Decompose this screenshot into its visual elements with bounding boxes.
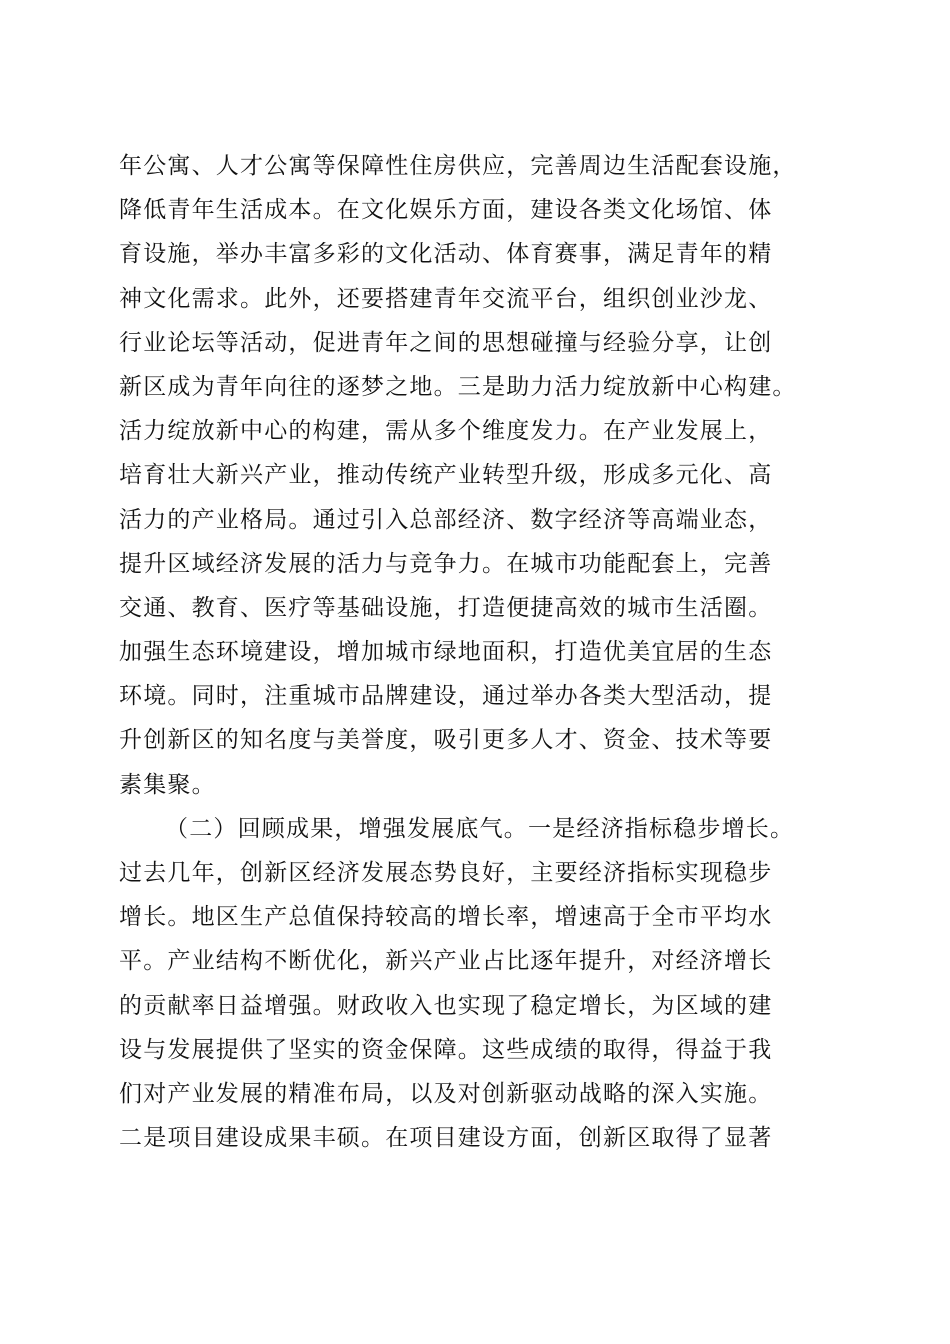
text-line: 活力绽放新中心的构建，需从多个维度发力。在产业发展上， xyxy=(119,418,773,445)
text-line: 交通、教育、医疗等基础设施，打造便捷高效的城市生活圈。 xyxy=(119,594,773,621)
text-line: 提升区域经济发展的活力与竞争力。在城市功能配套上，完善 xyxy=(119,550,773,577)
text-line: 设与发展提供了坚实的资金保障。这些成绩的取得，得益于我 xyxy=(119,1036,773,1063)
text-line: 年公寓、人才公寓等保障性住房供应，完善周边生活配套设施， xyxy=(119,153,797,179)
text-line: 加强生态环境建设，增加城市绿地面积，打造优美宜居的生态 xyxy=(119,639,773,666)
text-line: 降低青年生活成本。在文化娱乐方面，建设各类文化场馆、体 xyxy=(119,197,773,224)
text-line: 二是项目建设成果丰硕。在项目建设方面，创新区取得了显著 xyxy=(119,1125,773,1152)
text-line: 育设施，举办丰富多彩的文化活动、体育赛事，满足青年的精 xyxy=(119,241,773,268)
text-line: 增长。地区生产总值保持较高的增长率，增速高于全市平均水 xyxy=(119,904,773,931)
text-line: 们对产业发展的精准布局，以及对创新驱动战略的深入实施。 xyxy=(119,1080,773,1107)
document-body xyxy=(119,144,839,1160)
text-line: 平。产业结构不断优化，新兴产业占比逐年提升，对经济增长 xyxy=(119,948,773,975)
text-line: 新区成为青年向往的逐梦之地。三是助力活力绽放新中心构建。 xyxy=(119,373,797,400)
text-line: 培育壮大新兴产业，推动传统产业转型升级，形成多元化、高 xyxy=(119,462,773,489)
text-line: 过去几年，创新区经济发展态势良好，主要经济指标实现稳步 xyxy=(119,860,773,886)
text-line: 升创新区的知名度与美誉度，吸引更多人才、资金、技术等要 xyxy=(119,727,773,754)
section-heading-line: （二）回顾成果，增强发展底气。一是经济指标稳步增长。 xyxy=(165,815,795,842)
text-line: 活力的产业格局。通过引入总部经济、数字经济等高端业态， xyxy=(119,506,773,533)
text-line: 神文化需求。此外，还要搭建青年交流平台，组织创业沙龙、 xyxy=(119,285,773,312)
text-line: 素集聚。 xyxy=(119,771,216,798)
text-line: 的贡献率日益增强。财政收入也实现了稳定增长，为区域的建 xyxy=(119,992,773,1019)
paragraph-1 xyxy=(119,144,839,807)
text-line: 环境。同时，注重城市品牌建设，通过举办各类大型活动，提 xyxy=(119,683,773,710)
paragraph-2 xyxy=(119,807,839,1161)
text-line: 行业论坛等活动，促进青年之间的思想碰撞与经验分享，让创 xyxy=(119,329,773,356)
